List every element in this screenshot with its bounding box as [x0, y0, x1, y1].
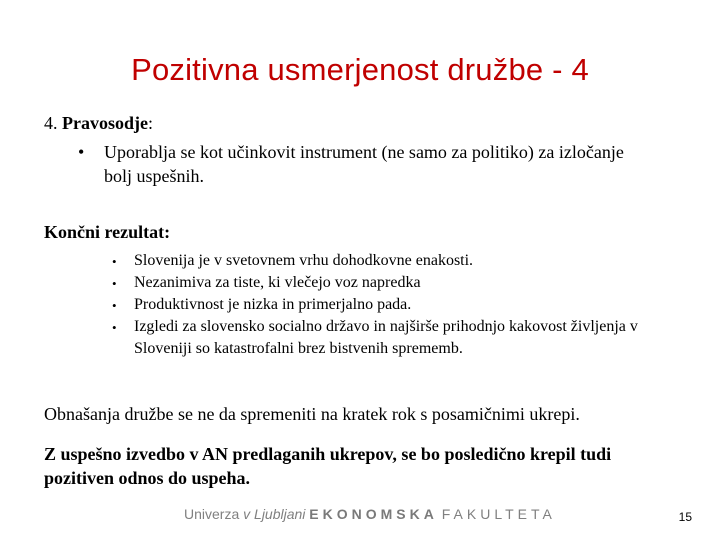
bullet-icon: •: [112, 320, 117, 335]
paragraph-1: Obnašanja družbe se ne da spremeniti na kratek rok s posamičnimi ukrepi.: [44, 404, 580, 424]
bullet-icon: •: [112, 254, 117, 269]
section-bullet-list: [78, 140, 638, 188]
list-item-text: Uporablja se kot učinkovit instrument (ne samo za politiko) za izločanje bolj uspešnih.: [104, 142, 624, 186]
bullet-icon: •: [112, 276, 117, 291]
list-item-text: Izgledi za slovensko socialno državo in najširše prihodnjo kakovost življenja v Sloveniji so katastrofalni brez bistvenih sprememb.: [134, 318, 638, 357]
list-item-text: Nezanimiva za tiste, ki vlečejo voz napredka: [134, 274, 421, 291]
list-item: [112, 316, 652, 360]
list-item: [112, 294, 652, 316]
footer-faculty-first: EKONOMSKA: [309, 506, 438, 522]
footer-university: Univerza: [184, 506, 240, 522]
bullet-icon: •: [112, 298, 117, 313]
result-label: Končni rezultat:: [44, 222, 171, 242]
section-colon: :: [147, 113, 153, 133]
footer-faculty-second: FAKULTETA: [441, 506, 556, 522]
paragraph-2: Z uspešno izvedbo v AN predlaganih ukrepov, se bo posledično krepil tudi pozitiven odnos do uspeha.: [44, 444, 612, 488]
list-item: [112, 250, 652, 272]
section-heading: [44, 112, 153, 134]
list-item: [78, 140, 638, 188]
bullet-icon: •: [78, 142, 85, 162]
section-number: 4.: [44, 113, 58, 133]
footer-city: v Ljubljani: [243, 506, 306, 522]
result-bullet-list: [112, 250, 652, 360]
page-number: 15: [678, 510, 692, 524]
list-item-text: Produktivnost je nizka in primerjalno pada.: [134, 296, 412, 313]
section-name: Pravosodje: [62, 113, 148, 133]
list-item: [112, 272, 652, 294]
list-item-text: Slovenija je v svetovnem vrhu dohodkovne enakosti.: [134, 252, 474, 269]
slide-title: Pozitivna usmerjenost družbe - 4: [131, 52, 589, 87]
footer-logo: [184, 506, 556, 522]
